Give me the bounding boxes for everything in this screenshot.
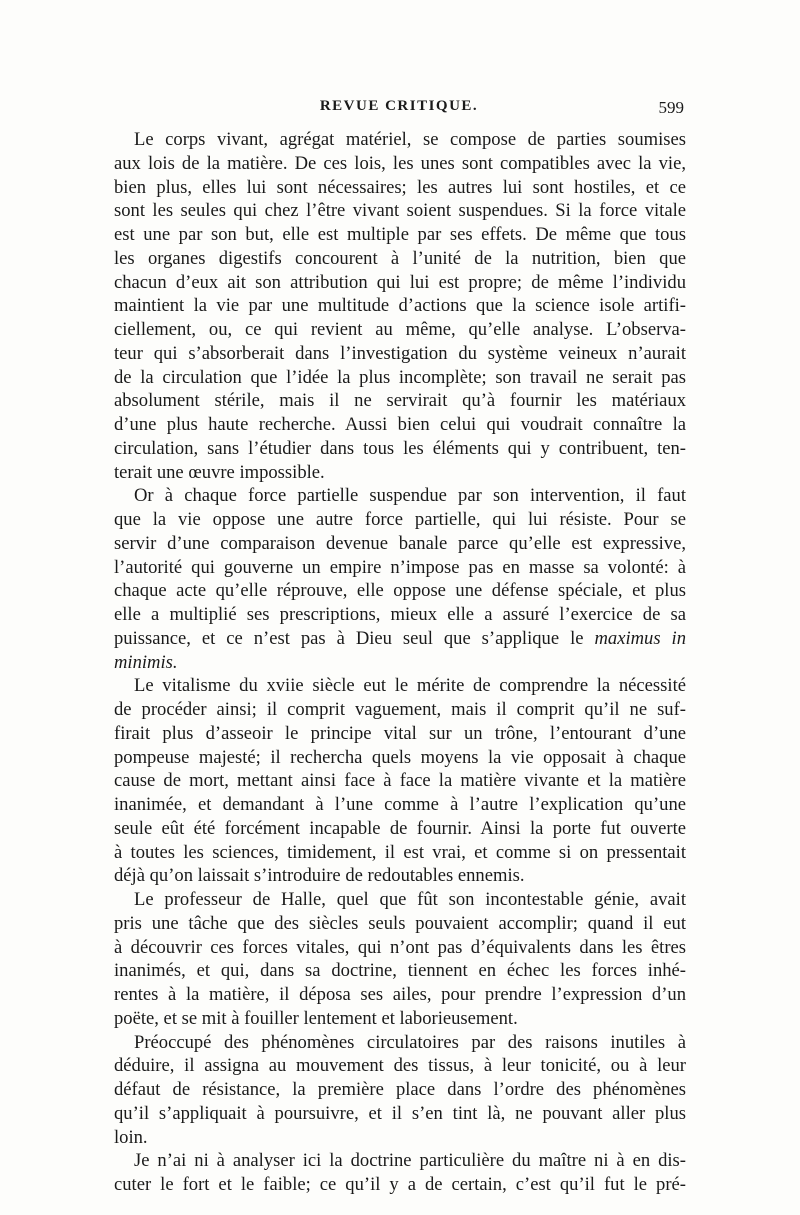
paragraph <box>114 1031 686 1150</box>
text-line: teur qui s’absorberait dans l’investigation du système veineux n’aurait <box>114 342 686 364</box>
text-line: seule eût été forcément incapable de fournir. Ainsi la porte fut ouverte <box>114 817 686 839</box>
text-line: ciellement, ou, ce qui revient au même, qu’elle analyse. L’observa- <box>114 319 686 340</box>
text-line: à toutes les sciences, timidement, il est vrai, et comme si on pressentait <box>114 841 686 863</box>
text-line: circulation, sans l’étudier dans tous les éléments qui y contribuent, ten- <box>114 437 686 459</box>
text-line: pris une tâche que des siècles seuls pouvaient accomplir; quand il eut <box>114 912 686 934</box>
text-line: Je n’ai ni à analyser ici la doctrine particulière du maître ni à en dis- <box>134 1150 686 1172</box>
text-line: inanimée, et demandant à l’une comme à l’autre l’explication qu’une <box>114 794 686 815</box>
page-number: 599 <box>658 98 684 117</box>
text-line: l’autorité qui gouverne un empire n’impose pas en masse sa volonté: à <box>114 556 686 578</box>
text-line <box>114 651 686 675</box>
text-line: aux lois de la matière. De ces lois, les unes sont compatibles avec la vie, <box>114 152 686 174</box>
text-line: cuter le fort et le faible; ce qu’il y a de certain, c’est qu’il fut le pré- <box>114 1174 686 1195</box>
paragraph <box>114 1149 686 1197</box>
text-segment: puissance, et ce n’est pas à Dieu seul que s’applique le <box>114 627 595 649</box>
text-line: défaut de résistance, la première place dans l’ordre des phénomènes <box>114 1079 686 1100</box>
paragraph <box>114 484 686 674</box>
text-line: chaque acte qu’elle réprouve, elle oppose une défense spéciale, et plus <box>114 580 686 602</box>
text-line: sont les seules qui chez l’être vivant soient suspendues. Si la force vitale <box>114 200 686 222</box>
latin-phrase: maximus in <box>594 627 686 649</box>
text-line: déjà qu’on laissait s’introduire de redoutables ennemis. <box>114 865 525 887</box>
text-line: que la vie oppose une autre force partielle, qui lui résiste. Pour se <box>114 509 686 530</box>
text-line: d’une plus haute recherche. Aussi bien celui qui voudrait connaître la <box>114 414 686 435</box>
latin-phrase: minimis. <box>114 651 178 673</box>
text-line: à découvrir ces forces vitales, qui n’ont pas d’équivalents dans les êtres <box>114 936 686 958</box>
text-line: de procéder ainsi; il comprit vaguement, mais il comprit qu’il ne suf- <box>114 699 686 720</box>
text-line: est une par son but, elle est multiple par ses effets. De même que tous <box>114 224 686 245</box>
text-line: inanimés, et qui, dans sa doctrine, tiennent en échec les forces inhé- <box>114 960 686 982</box>
text-line: cause de mort, mettant ainsi face à face la matière vivante et la matière <box>114 770 686 792</box>
paragraph <box>114 888 686 1031</box>
paragraph <box>114 128 686 484</box>
text-line: loin. <box>114 1126 148 1148</box>
text-line: servir d’une comparaison devenue banale parce qu’elle est expressive, <box>114 532 686 554</box>
text-line: Or à chaque force partielle suspendue par son intervention, il faut <box>134 485 686 507</box>
text-line: déduire, il assigna au mouvement des tissus, à leur tonicité, ou à leur <box>114 1055 686 1077</box>
text-line: Le vitalisme du xviie siècle eut le mérite de comprendre la nécessité <box>134 675 686 697</box>
running-header <box>114 98 684 122</box>
text-line: poëte, et se mit à fouiller lentement et laborieusement. <box>114 1007 518 1029</box>
text-line: pompeuse majesté; il rechercha quels moyens la vie opposait à chaque <box>114 746 686 768</box>
body-text <box>114 128 686 1197</box>
text-line: firait plus d’asseoir le principe vital sur un trône, l’entourant d’une <box>114 722 686 744</box>
text-line: chacun d’eux ait son attribution qui lui est propre; de même l’individu <box>114 271 686 293</box>
text-line: Le professeur de Halle, quel que fût son incontestable génie, avait <box>134 889 686 910</box>
text-line: les organes digestifs concourent à l’unité de la nutrition, bien que <box>114 247 686 269</box>
text-line: terait une œuvre impossible. <box>114 461 325 483</box>
text-line: de la circulation que l’idée la plus incomplète; son travail ne serait pas <box>114 366 686 388</box>
text-line: absolument stérile, mais il ne servirait qu’à fournir les matériaux <box>114 390 686 412</box>
text-line: bien plus, elles lui sont nécessaires; les autres lui sont hostiles, et ce <box>114 176 686 198</box>
text-line-with-latin <box>114 627 686 651</box>
text-line: elle a multiplié ses prescriptions, mieux elle a assuré l’exercice de sa <box>114 604 686 625</box>
running-title: REVUE CRITIQUE. <box>319 98 479 114</box>
text-line: qu’il s’appliquait à poursuivre, et il s’en tint là, ne pouvant aller plus <box>114 1102 686 1124</box>
paragraph <box>114 674 686 888</box>
text-line: Le corps vivant, agrégat matériel, se compose de parties soumises <box>134 129 686 150</box>
text-line: rentes à la matière, il déposa ses ailes, pour prendre l’expression d’un <box>114 984 686 1005</box>
text-line: Préoccupé des phénomènes circulatoires par des raisons inutiles à <box>134 1031 686 1053</box>
text-line: maintient la vie par une multitude d’actions que la science isole artifi- <box>114 295 686 317</box>
